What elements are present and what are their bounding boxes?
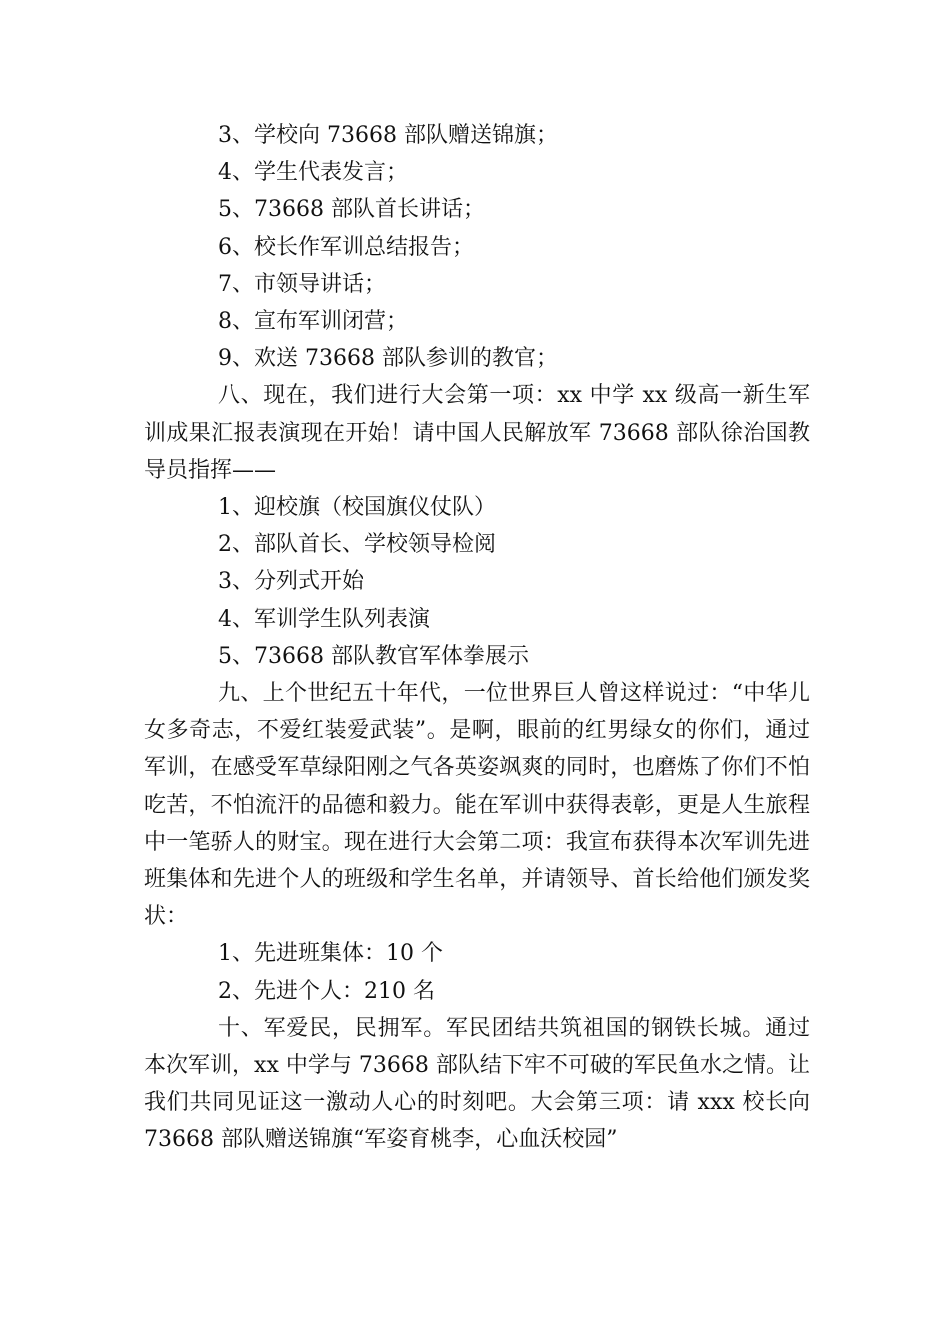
list-item: 5、73668 部队首长讲话； [218,197,485,223]
list-item: 4、学生代表发言； [218,160,408,186]
paragraph-section-9: 九、上个世纪五十年代，一位世界巨人曾这样说过：“中华儿女多奇志，不爱红装爱武装”。是啊，眼前的红男绿女的你们，通过军训，在感受军草绿阳刚之气各英姿飒爽的同时，也磨炼了你们不怕吃苦，不怕流汗的品德和毅力。能在军训中获得表彰，更是人生旅程中一笔骄人的财宝。现在进行大会第二项：我宣布获得本次军训先进班集体和先进个人的班级和学生名单，并请领导、首长给他们颁发奖状： [144,681,810,930]
list-item: 2、部队首长、学校领导检阅 [218,532,496,558]
list-item: 1、迎校旗（校国旗仪仗队） [218,495,496,521]
list-item: 5、73668 部队教官军体拳展示 [218,643,529,669]
list-item: 7、市领导讲话； [218,271,386,297]
list-item: 1、先进班集体：10 个 [218,941,443,967]
list-item: 4、军训学生队列表演 [218,606,430,632]
list-item: 9、欢送 73668 部队参训的教官； [218,346,558,372]
list-item: 6、校长作军训总结报告； [218,234,474,260]
list-item: 2、先进个人：210 名 [218,978,435,1004]
document-body [144,117,810,1159]
list-item: 3、学校向 73668 部队赠送锦旗； [218,123,558,148]
paragraph-section-10: 十、军爱民，民拥军。军民团结共筑祖国的钢铁长城。通过本次军训，xx 中学与 73668 部队结下牢不可破的军民鱼水之情。让我们共同见证这一激动人心的时刻吧。大会第三项：请 xxx 校长向 73668 部队赠送锦旗“军姿育桃李，心血沃校园” [144,1015,810,1153]
list-item: 3、分列式开始 [218,569,364,595]
paragraph-section-8: 八、现在，我们进行大会第一项：xx 中学 xx 级高一新生军训成果汇报表演现在开始！请中国人民解放军 73668 部队徐治国教导员指挥—— [144,383,810,483]
list-item: 8、宣布军训闭营； [218,309,408,335]
